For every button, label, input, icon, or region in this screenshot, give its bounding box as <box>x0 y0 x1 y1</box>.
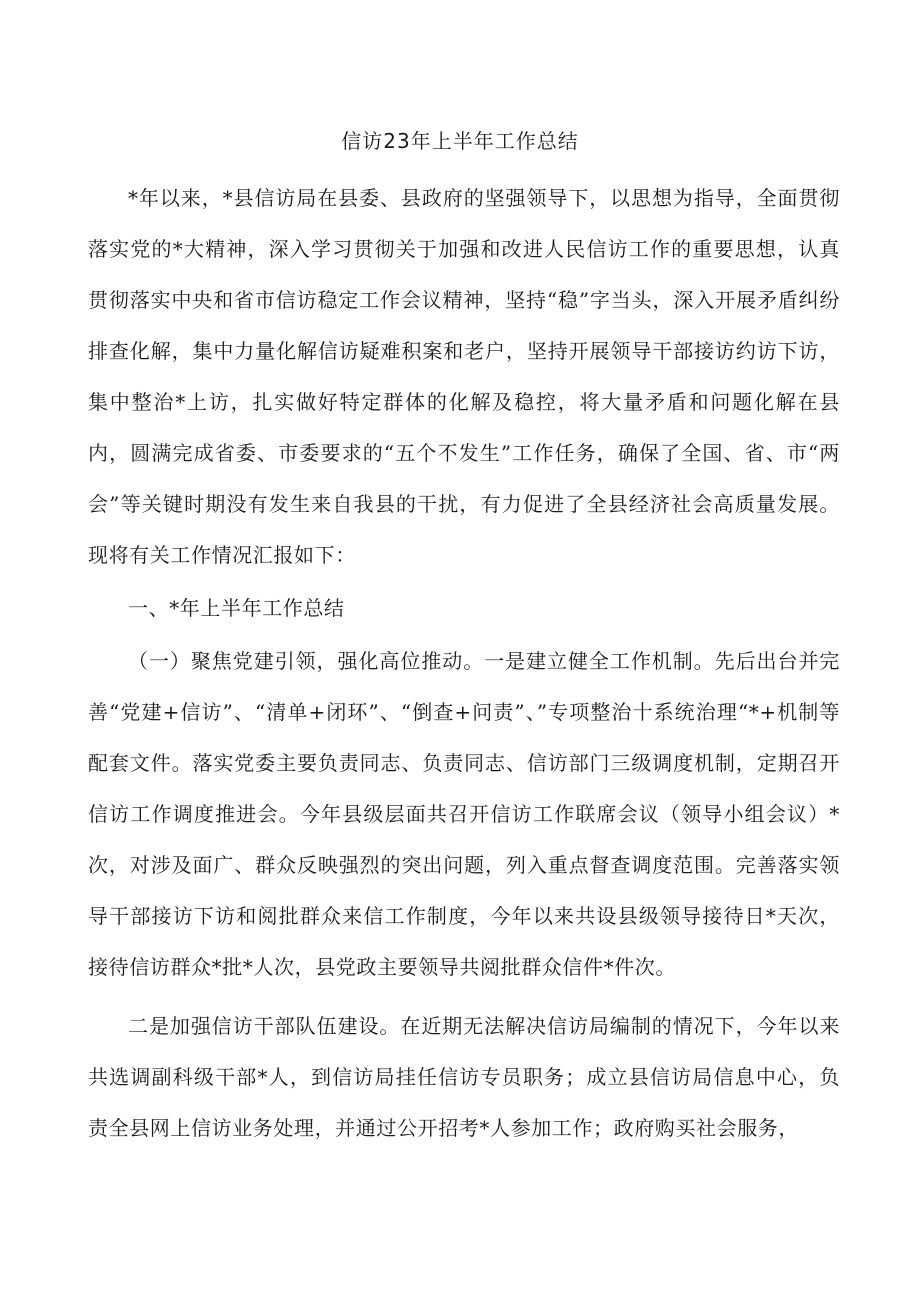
section-paragraph-2: 二是加强信访干部队伍建设。在近期无法解决信访局编制的情况下，今年以来共选调副科级干部*人，到信访局挂任信访专员职务；成立县信访局信息中心，负责全县网上信访业务处理，并通过公开招考*人参加工作；政府购买社会服务， <box>88 1014 840 1140</box>
document-body <box>88 173 840 1154</box>
section-heading: 一、*年上半年工作总结 <box>128 596 345 620</box>
intro-paragraph: *年以来，*县信访局在县委、县政府的坚强领导下，以思想为指导，全面贯彻落实党的*大精神，深入学习贯彻关于加强和改进人民信访工作的重要思想，认真贯彻落实中央和省市信访稳定工作会议精神，坚持“稳”字当头，深入开展矛盾纠纷排查化解，集中力量化解信访疑难积案和老户，坚持开展领导干部接访约访下访，集中整治*上访，扎实做好特定群体的化解及稳控，将大量矛盾和问题化解在县内，圆满完成省委、市委要求的“五个不发生”工作任务，确保了全国、省、市“两会”等关键时期没有发生来自我县的干扰，有力促进了全县经济社会高质量发展。现将有关工作情况汇报如下： <box>88 186 840 567</box>
section-paragraph-1: （一）聚焦党建引领，强化高位推动。一是建立健全工作机制。先后出台并完善“党建+信访”、“清单+闭环”、“倒查+问责”、”专项整治十系统治理“*+机制等配套文件。落实党委主要负责同志、负责同志、信访部门三级调度机制，定期召开信访工作调度推进会。今年县级层面共召开信访工作联席会议（领导小组会议）*次，对涉及面广、群众反映强烈的突出问题，列入重点督查调度范围。完善落实领导干部接访下访和阅批群众来信工作制度，今年以来共设县级领导接待日*天次，接待信访群众*批*人次，县党政主要领导共阅批群众信件*件次。 <box>88 649 840 979</box>
document-title: 信访23年上半年工作总结 <box>341 129 579 153</box>
